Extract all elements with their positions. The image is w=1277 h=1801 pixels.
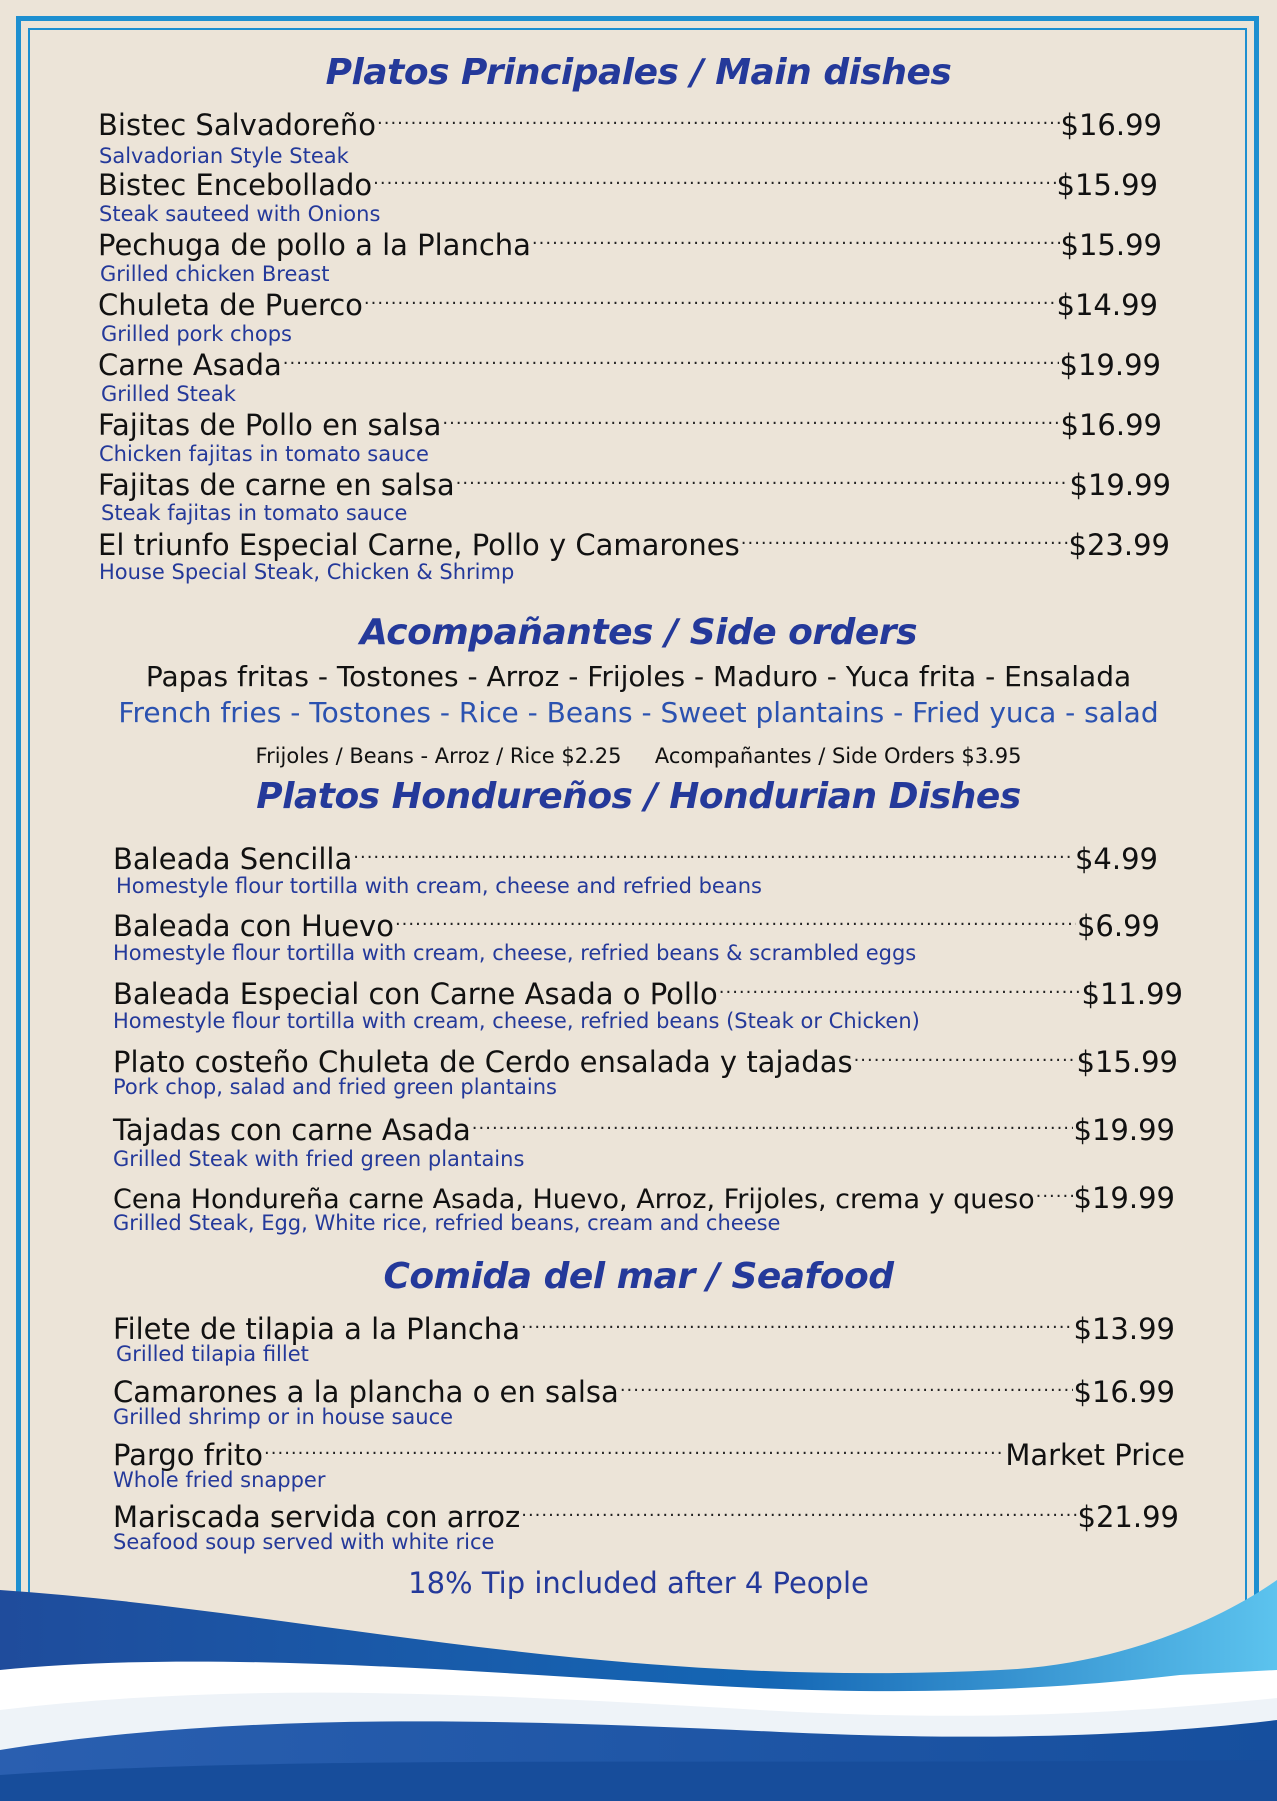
- dot-leader: [373, 166, 1055, 195]
- dot-leader: [264, 1436, 1004, 1465]
- item-price: $16.99: [1060, 108, 1162, 142]
- menu-item: [98, 406, 1162, 442]
- item-description: Grilled Steak with fried green plantains: [113, 1147, 525, 1171]
- main-dishes-title: Platos Principales / Main dishes: [325, 52, 952, 93]
- menu-item: [113, 1179, 1175, 1215]
- item-name: Filete de tilapia a la Plancha: [113, 1312, 520, 1346]
- tip-note: 18% Tip included after 4 People: [408, 1566, 869, 1600]
- item-name: Tajadas con carne Asada: [113, 1113, 471, 1147]
- item-name: Baleada Sencilla: [113, 842, 353, 876]
- item-description: Salvadorian Style Steak: [99, 144, 349, 168]
- item-price: $23.99: [1068, 528, 1170, 562]
- item-name: Pechuga de pollo a la Plancha: [98, 228, 531, 262]
- item-price: $11.99: [1081, 977, 1183, 1011]
- menu-item: [98, 106, 1162, 142]
- item-description: Grilled shrimp or in house sauce: [113, 1405, 454, 1429]
- dot-leader: [1036, 1179, 1073, 1208]
- item-price: $6.99: [1076, 909, 1160, 943]
- menu-item: [98, 466, 1171, 502]
- item-price: $14.99: [1056, 288, 1158, 322]
- dot-leader: [719, 975, 1081, 1004]
- sides-spanish: Papas fritas - Tostones - Arroz - Frijoles - Maduro - Yuca frita - Ensalada: [145, 660, 1132, 693]
- item-price: $21.99: [1077, 1500, 1179, 1534]
- item-price: $15.99: [1056, 168, 1158, 202]
- item-name: Carne Asada: [98, 348, 282, 382]
- dot-leader: [456, 466, 1069, 495]
- menu-item: [113, 1373, 1175, 1409]
- menu-item: [113, 1498, 1179, 1534]
- item-price: $4.99: [1074, 842, 1158, 876]
- item-price: $15.99: [1060, 228, 1162, 262]
- item-name: Fajitas de carne en salsa: [98, 468, 455, 502]
- item-name: Bistec Salvadoreño: [98, 108, 377, 142]
- item-description: Whole fried snapper: [113, 1468, 326, 1492]
- dot-leader: [364, 286, 1056, 315]
- item-name: Baleada con Huevo: [113, 909, 394, 943]
- menu-item: [113, 1436, 1185, 1472]
- item-name: Chuleta de Puerco: [98, 288, 363, 322]
- item-description: Chicken fajitas in tomato sauce: [99, 442, 429, 466]
- item-name: Bistec Encebollado: [98, 168, 373, 202]
- dot-leader: [521, 1498, 1076, 1527]
- item-name: Fajitas de Pollo en salsa: [98, 408, 442, 442]
- dot-leader: [472, 1111, 1073, 1140]
- dot-leader: [442, 406, 1059, 435]
- item-price: Market Price: [1005, 1438, 1185, 1472]
- menu-item: [98, 286, 1158, 322]
- item-description: Homestyle flour tortilla with cream, cheese, refried beans (Steak or Chicken): [113, 1009, 920, 1033]
- seafood-title: Comida del mar / Seafood: [383, 1256, 894, 1297]
- item-price: $15.99: [1076, 1045, 1178, 1079]
- item-price: $13.99: [1073, 1312, 1175, 1346]
- item-price: $19.99: [1073, 1113, 1175, 1147]
- item-description: Grilled chicken Breast: [100, 262, 330, 286]
- item-name: Baleada Especial con Carne Asada o Pollo: [113, 977, 718, 1011]
- item-price: $16.99: [1073, 1375, 1175, 1409]
- item-description: Grilled Steak: [101, 382, 236, 406]
- item-description: Grilled Steak, Egg, White rice, refried beans, cream and cheese: [113, 1211, 781, 1235]
- menu-item: [98, 226, 1162, 262]
- item-name: Pargo frito: [113, 1438, 264, 1472]
- dot-leader: [532, 226, 1060, 255]
- item-name: Cena Hondureña carne Asada, Huevo, Arroz, Frijoles, crema y queso: [113, 1184, 1035, 1215]
- item-name: El triunfo Especial Carne, Pollo y Camarones: [98, 528, 740, 562]
- menu-item: [113, 1111, 1175, 1147]
- menu-item: [98, 346, 1161, 382]
- menu-item: [98, 166, 1158, 202]
- dot-leader: [395, 907, 1076, 936]
- wave-decoration: [0, 1560, 1277, 1801]
- dot-leader: [741, 526, 1068, 555]
- item-description: Steak sauteed with Onions: [99, 202, 381, 226]
- item-description: Pork chop, salad and fried green plantains: [113, 1075, 557, 1099]
- dot-leader: [854, 1043, 1076, 1072]
- dot-leader: [521, 1310, 1073, 1339]
- dot-leader: [620, 1373, 1073, 1402]
- item-description: Homestyle flour tortilla with cream, cheese and refried beans: [116, 874, 762, 898]
- menu-item: [113, 975, 1183, 1011]
- item-description: Homestyle flour tortilla with cream, cheese, refried beans & scrambled eggs: [113, 941, 917, 965]
- item-description: Steak fajitas in tomato sauce: [101, 501, 408, 525]
- item-description: Grilled pork chops: [101, 322, 292, 346]
- dot-leader: [353, 840, 1074, 869]
- dot-leader: [283, 346, 1059, 375]
- item-description: Grilled tilapia fillet: [116, 1342, 309, 1366]
- menu-item: [113, 1310, 1175, 1346]
- menu-item: [98, 526, 1170, 562]
- item-name: Camarones a la plancha o en salsa: [113, 1375, 619, 1409]
- item-price: $19.99: [1069, 468, 1171, 502]
- item-price: $19.99: [1073, 1181, 1175, 1215]
- honduran-dishes-title: Platos Hondureños / Hondurian Dishes: [256, 776, 1021, 817]
- menu-item: [113, 1043, 1178, 1079]
- item-description: House Special Steak, Chicken & Shrimp: [99, 560, 515, 584]
- item-price: $19.99: [1059, 348, 1161, 382]
- sides-english: French fries - Tostones - Rice - Beans - Sweet plantains - Fried yuca - salad: [118, 696, 1159, 729]
- item-description: Seafood soup served with white rice: [113, 1530, 495, 1554]
- side-orders-title: Acompañantes / Side orders: [359, 612, 918, 653]
- menu-item: [113, 840, 1158, 876]
- item-price: $16.99: [1060, 408, 1162, 442]
- item-name: Plato costeño Chuleta de Cerdo ensalada y tajadas: [113, 1045, 853, 1079]
- sides-prices: Frijoles / Beans - Arroz / Rice $2.25 Acompañantes / Side Orders $3.95: [255, 744, 1022, 768]
- dot-leader: [377, 106, 1060, 135]
- menu-item: [113, 907, 1160, 943]
- item-name: Mariscada servida con arroz: [113, 1500, 521, 1534]
